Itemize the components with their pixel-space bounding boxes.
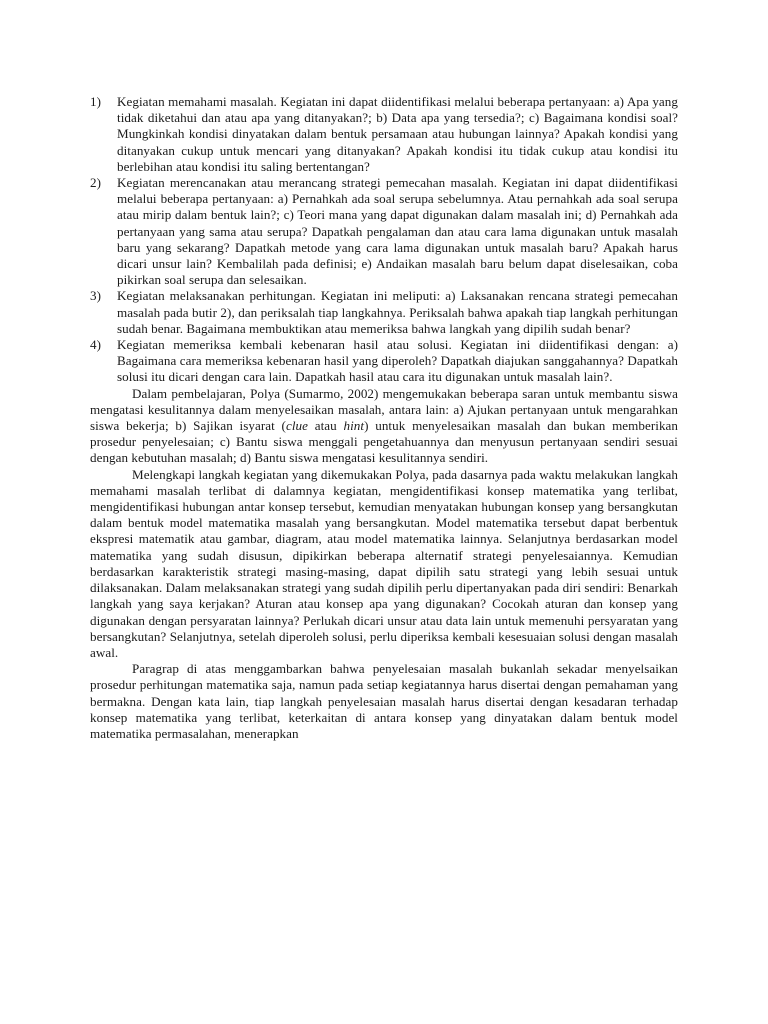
list-item-number: 1)	[90, 94, 102, 109]
list-item	[90, 288, 678, 337]
list-item-text: Kegiatan memeriksa kembali kebenaran hasil atau solusi. Kegiatan ini diidentifikasi dengan: a) Bagaimana cara memeriksa kebenaran hasil yang diperoleh? Dapatkah diajukan sanggahannya? Dapatkah solusi itu dicari dengan cara lain. Dapatkah hasil atau cara itu digunakan untuk masalah lain?.	[117, 337, 678, 385]
list-item-number: 4)	[90, 337, 102, 353]
paragraph-polya-suggestions	[90, 386, 678, 467]
list-item-text: Kegiatan memahami masalah. Kegiatan ini dapat diidentifikasi melalui beberapa pertanyaan: a) Apa yang tidak diketahui dan atau apa yang ditanyakan?; b) Data apa yang tersedia?; c) Bagaimana kondisi soal? Mungkinkah kondisi dinyatakan dalam bentuk persamaan atau hubungan lainnya? Apakah kondisi yang ditanyakan cukup untuk mencari yang ditanyakan? Apakah kondisi itu tidak cukup atau kondisi itu berlebihan atau kondisi itu saling bertentangan?	[117, 94, 678, 174]
paragraph-text: atau	[307, 418, 344, 434]
list-item	[90, 175, 678, 288]
document-page	[90, 94, 678, 742]
paragraph-text: Dalam pembelajaran, Polya (Sumarmo, 2002) mengemukakan beberapa saran untuk membantu siswa mengatasi kesulitannya dalam menyelesaikan masalah, antara lain: a) Ajukan pertanyaan untuk mengarahkan siswa bekerja; b) Sajikan isyarat (	[90, 385, 678, 434]
list-item-text: Kegiatan melaksanakan perhitungan. Kegiatan ini meliputi: a) Laksanakan rencana strategi pemecahan masalah pada butir 2), dan periksalah tiap langkahnya. Periksalah bahwa apakah tiap langkah perhitungan sudah benar. Bagaimana membuktikan atau memeriksa bahwa langkah yang dipilih sudah benar?	[117, 288, 678, 336]
list-item	[90, 94, 678, 175]
clue-term: clue	[285, 418, 308, 434]
paragraph-summary: Paragrap di atas menggambarkan bahwa penyelesaian masalah bukanlah sekadar menyelsaikan prosedur perhitungan matematika saja, namun pada setiap kegiatannya harus disertai dengan pemahaman yang bermakna. Dengan kata lain, tiap langkah penyelesaian masalah harus disertai dengan kesadaran terhadap konsep matematika yang terlibat, keterkaitan di antara konsep yang dinyatakan dalam bentuk model matematika permasalahan, menerapkan	[90, 661, 678, 741]
polya-steps-list	[90, 94, 678, 386]
list-item	[90, 337, 678, 386]
paragraph-polya-extension: Melengkapi langkah kegiatan yang dikemukakan Polya, pada dasarnya pada waktu melakukan langkah memahami masalah terlibat di dalamnya kegiatan, mengidentifikasi konsep matematika yang terlibat, mengidentifikasi hubungan antar konsep tersebut, kemudian menyatakan hubungan konsep yang bersangkutan dalam bentuk model matematika masalah yang bersangkutan. Model matematika tersebut dapat berbentuk ekspresi matematik atau gambar, diagram, atau model matematika lainnya. Selanjutnya berdasarkan model matematika yang sudah disusun, dipikirkan beberapa alternatif strategi penyelesaiannya. Kemudian berdasarkan karakteristik strategi masing-masing, dapat dipilih satu strategi yang lebih sesuai untuk dilaksanakan. Dalam melaksanakan strategi yang sudah dipilih perlu dipertanyakan pada diri sendiri: Benarkah langkah yang saya kerjakan? Aturan atau konsep apa yang digunakan? Cocokah aturan dan konsep yang digunakan dengan persyaratan lainnya? Perlukah dicari unsur atau data lain untuk memenuhi persyaratan yang bersangkutan? Selanjutnya, setelah diperoleh solusi, perlu diperiksa kembali kesesuaian solusi dengan masalah awal.	[90, 466, 678, 660]
paragraph-text: ) untuk menyelesaikan masalah dan bukan memberikan prosedur penyelesaian; c) Bantu siswa menggali pengetahuannya dan menyusun pertanyaan sendiri sesuai dengan kebutuhan masalah; d) Bantu siswa mengatasi kesulitannya sendiri.	[90, 418, 679, 466]
hint-term: hint	[343, 418, 365, 434]
list-item-number: 2)	[90, 175, 102, 191]
list-item-text: Kegiatan merencanakan atau merancang strategi pemecahan masalah. Kegiatan ini dapat diidentifikasi melalui beberapa pertanyaan: a) Pernahkah ada soal serupa sebelumnya. Atau pernahkah ada soal serupa atau mirip dalam bentuk lain?; c) Teori mana yang dapat digunakan dalam masalah ini; d) Pernahkah ada pertanyaan yang sama atau serupa? Dapatkah pengalaman dan atau cara lama digunakan untuk masalah baru yang sekarang? Dapatkah metode yang cara lama digunakan untuk masalah baru? Apakah harus dicari unsur lain? Kembalilah pada definisi; e) Andaikan masalah baru belum dapat diselesaikan, coba pikirkan soal serupa dan selesaikan.	[117, 175, 678, 288]
list-item-number: 3)	[90, 288, 102, 304]
